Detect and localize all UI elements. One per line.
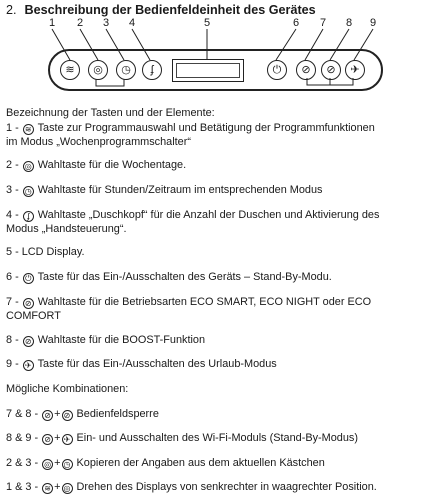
combination-item: 8 & 9 - ⊘ + ✈ Ein- und Ausschalten des Wi-Fi-Moduls (Stand-By-Modus): [6, 432, 358, 444]
vacation-icon: ✈: [350, 63, 360, 76]
program-selector-icon: ≋: [23, 124, 34, 135]
lcd-display: [172, 59, 244, 82]
vacation-icon: ✈: [23, 360, 34, 371]
boost-icon: ⊘: [62, 410, 73, 421]
clock-button[interactable]: [116, 60, 136, 80]
eco-mode-icon: ⊘: [23, 298, 34, 309]
weekday-button[interactable]: [88, 60, 108, 80]
shower-head-icon: ʄ: [23, 211, 34, 222]
callout-3: 3: [102, 17, 110, 29]
callout-5: 5: [203, 17, 211, 29]
section-title: Beschreibung der Bedienfeldeinheit des Gerätes: [24, 3, 316, 17]
list-item-continuation: im Modus „Wochenprogrammschalter“: [6, 136, 191, 148]
eco-mode-icon: ⊘: [42, 410, 53, 421]
list-item: 1 - ≋ Taste zur Programmauswahl und Betätigung der Programmfunktionen: [6, 122, 375, 134]
control-panel-diagram: [0, 16, 431, 106]
program-selector-icon: ≋: [42, 483, 53, 494]
boost-button[interactable]: [321, 60, 341, 80]
section-number: 2.: [6, 3, 17, 17]
clock-icon: ◷: [62, 459, 73, 470]
boost-icon: ⊘: [23, 336, 34, 347]
boost-icon: ⊘: [326, 63, 336, 76]
callout-2: 2: [76, 17, 84, 29]
eco-mode-button[interactable]: [296, 60, 316, 80]
list-item: 7 - ⊘ Wahltaste für die Betriebsarten ECO SMART, ECO NIGHT oder ECO: [6, 296, 372, 308]
eco-mode-icon: ⊘: [301, 63, 311, 76]
section-heading: [6, 3, 316, 17]
list-item: 4 - ʄ Wahltaste „Duschkopf“ für die Anzahl der Duschen und Aktivierung des: [6, 209, 380, 221]
list-item-continuation: Modus „Handsteuerung“.: [6, 223, 127, 235]
vacation-button[interactable]: [345, 60, 365, 80]
power-icon: ⏻: [23, 273, 34, 284]
callout-1: 1: [48, 17, 56, 29]
combinations-title: Mögliche Kombinationen:: [6, 383, 129, 395]
power-icon: ⏻: [272, 63, 282, 76]
callout-9: 9: [369, 17, 377, 29]
list-item: 8 - ⊘ Wahltaste für die BOOST-Funktion: [6, 334, 206, 346]
combination-item: 7 & 8 - ⊘ + ⊘ Bedienfeldsperre: [6, 408, 159, 420]
program-selector-icon: ≋: [65, 63, 75, 76]
list-item: 5 - LCD Display.: [6, 246, 85, 258]
callout-6: 6: [292, 17, 300, 29]
callout-7: 7: [319, 17, 327, 29]
power-button[interactable]: [267, 60, 287, 80]
callout-8: 8: [345, 17, 353, 29]
list-item: 3 - ◷ Wahltaste für Stunden/Zeitraum im entsprechenden Modus: [6, 184, 323, 196]
list-item: 9 - ✈ Taste für das Ein-/Ausschalten des Urlaub-Modus: [6, 358, 277, 370]
intro-text: Bezeichnung der Tasten und der Elemente:: [6, 107, 215, 119]
clock-icon: ◷: [23, 186, 34, 197]
program-selector-button[interactable]: [60, 60, 80, 80]
callout-4: 4: [128, 17, 136, 29]
weekday-icon: ◎: [93, 63, 103, 76]
list-item: 2 - ◎ Wahltaste für die Wochentage.: [6, 159, 187, 171]
weekday-icon: ◎: [62, 483, 73, 494]
combination-item: 1 & 3 - ≋ + ◎ Drehen des Displays von senkrechter in waagrechter Position.: [6, 481, 377, 493]
combination-item: 2 & 3 - ◎ + ◷ Kopieren der Angaben aus dem aktuellen Kästchen: [6, 457, 325, 469]
shower-head-button[interactable]: [142, 60, 162, 80]
boost-icon: ⊘: [42, 434, 53, 445]
weekday-icon: ◎: [42, 459, 53, 470]
shower-head-icon: ʄ: [150, 63, 154, 76]
clock-icon: ◷: [121, 63, 131, 76]
weekday-icon: ◎: [23, 161, 34, 172]
list-item: 6 - ⏻ Taste für das Ein-/Ausschalten des Geräts – Stand-By-Modu.: [6, 271, 332, 283]
list-item-continuation: COMFORT: [6, 310, 61, 322]
vacation-icon: ✈: [62, 434, 73, 445]
